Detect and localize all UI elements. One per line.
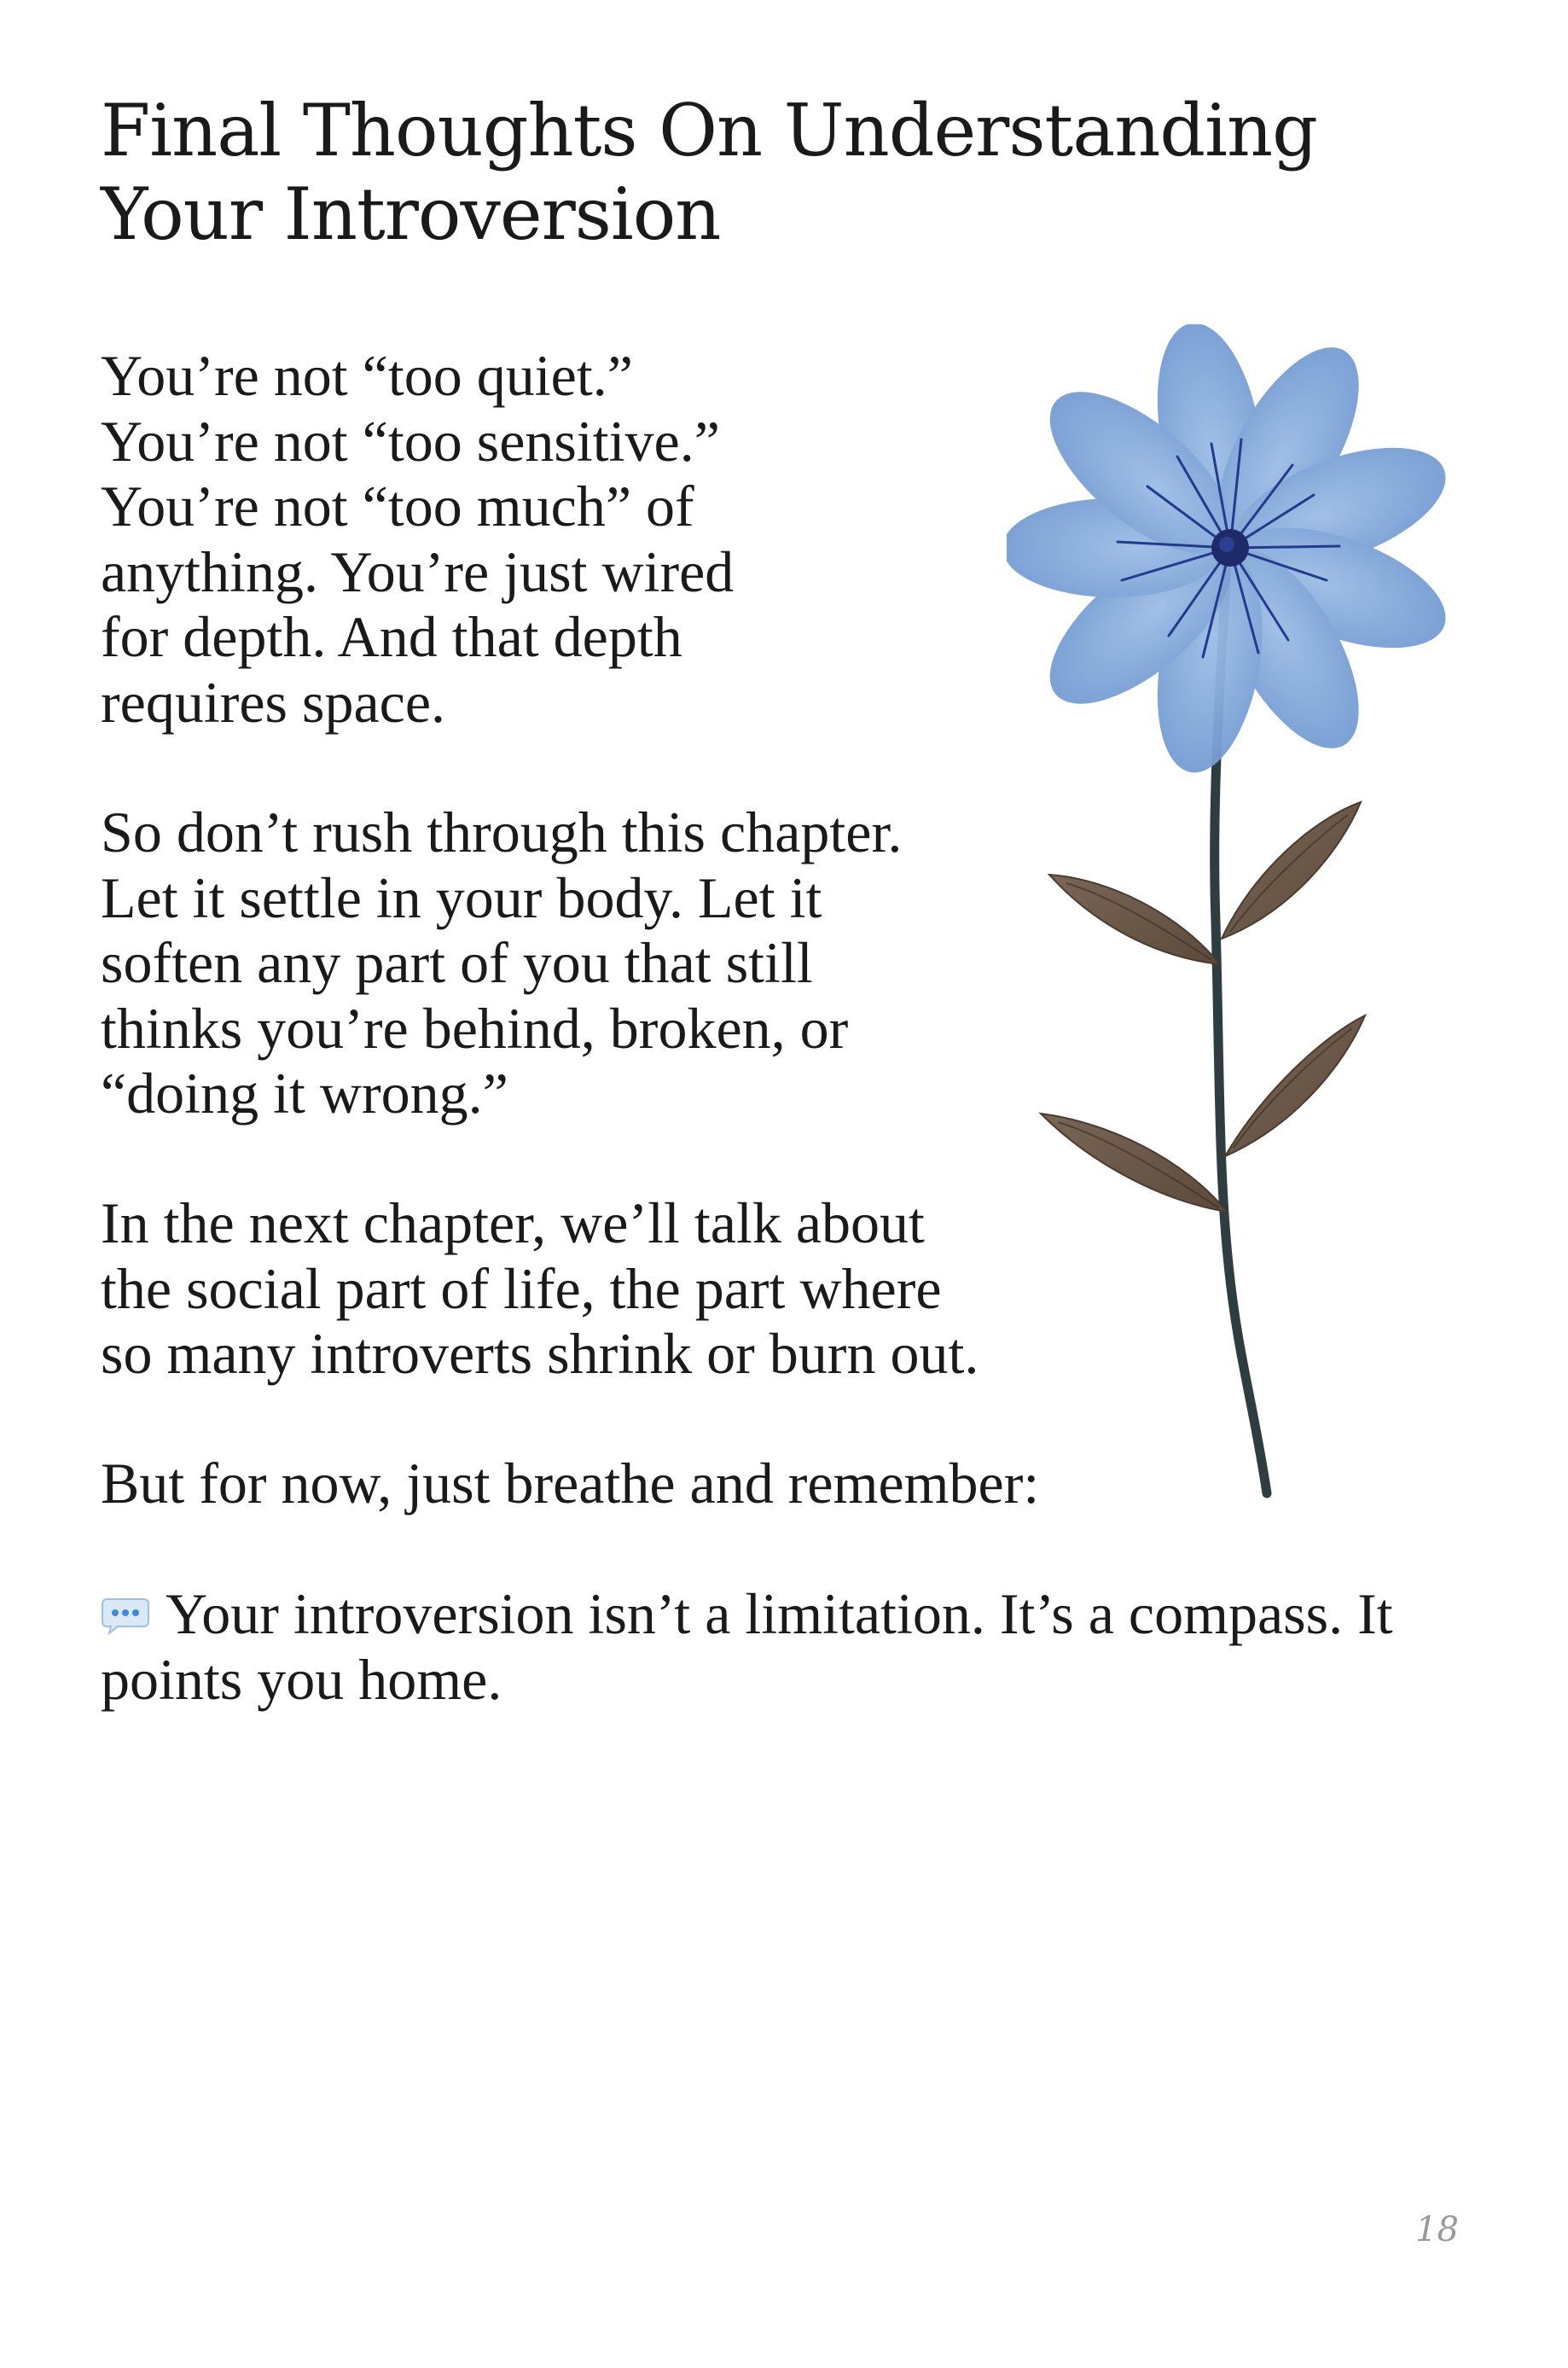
text-line: You’re not “too sensitive.” [101,408,720,474]
text-line: requires space. [101,669,446,735]
paragraph-affirmation [101,343,734,735]
text-line: so many introverts shrink or burn out. [101,1321,979,1386]
text-line [101,1581,1393,1647]
text-line: “doing it wrong.” [101,1061,508,1126]
text-line: Let it settle in your body. Let it [101,864,822,930]
quote-line: Your introversion isn’t a limitation. It’s a compass. It [166,1581,1393,1646]
text-line: thinks you’re behind, broken, or [101,995,849,1061]
text-line: points you home. [101,1646,502,1712]
text-line: for depth. And that depth [101,604,682,669]
blue-flower-illustration [1007,324,1450,1502]
page-number: 18 [1415,2210,1459,2249]
paragraph-next-chapter [101,1190,979,1387]
text-line: the social part of life, the part where [101,1255,942,1321]
speech-bubble-icon [101,1597,150,1635]
leaf [1041,802,1365,1212]
text-line: You’re not “too quiet.” [101,343,633,408]
page-title: Final Thoughts On Understanding Your Introversion [101,89,1317,256]
text-line: So don’t rush through this chapter. [101,800,903,864]
text-line: But for now, just breathe and remember: [101,1451,1040,1516]
paragraph-compass-quote [101,1581,1393,1712]
text-line: You’re not “too much” of [101,474,694,538]
paragraph-dont-rush [101,800,902,1126]
text-line: soften any part of you that still [101,930,813,995]
text-line: In the next chapter, we’ll talk about [101,1190,925,1255]
paragraph-breathe [101,1451,1039,1516]
text-line: anything. You’re just wired [101,538,735,604]
